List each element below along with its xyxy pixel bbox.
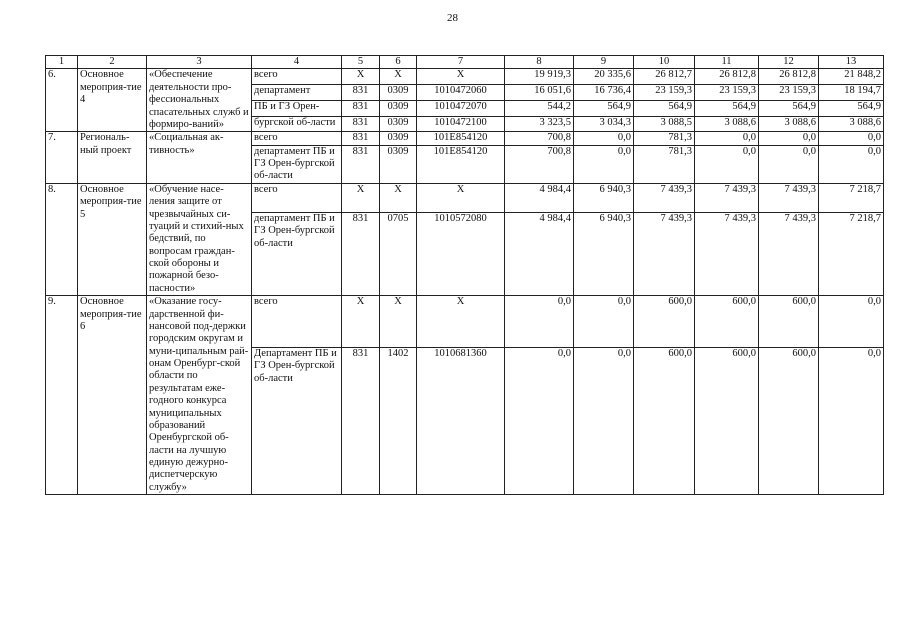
column-number-row [46, 56, 884, 69]
grbs-code-cell: X [342, 296, 380, 348]
amount-cell: 564,9 [695, 100, 759, 116]
amount-cell: 600,0 [695, 296, 759, 348]
target-code-cell: 1010572080 [417, 212, 505, 295]
amount-cell: 700,8 [505, 132, 574, 145]
section-code-cell: X [380, 296, 417, 348]
amount-cell: 564,9 [634, 100, 695, 116]
row-number-cell: 9. [46, 296, 78, 495]
table-row [46, 132, 884, 145]
amount-cell: 7 439,3 [634, 212, 695, 295]
column-header: 3 [147, 56, 252, 69]
amount-cell: 564,9 [759, 100, 819, 116]
table-row [46, 296, 884, 348]
event-type-cell: Основное мероприя-тие 5 [78, 183, 147, 295]
target-code-cell: 1010472060 [417, 85, 505, 101]
executor-cell: ПБ и ГЗ Орен- [252, 100, 342, 116]
event-name-cell: «Обучение насе-ления защите от чрезвычайных си-туаций и стихий-ных бедствий, по вопросам граждан-ской обороны и пожарной безо-пасности» [147, 183, 252, 295]
amount-cell: 600,0 [759, 347, 819, 494]
amount-cell: 7 439,3 [634, 183, 695, 212]
page-number: 28 [447, 12, 458, 24]
column-header: 6 [380, 56, 417, 69]
grbs-code-cell: 831 [342, 116, 380, 132]
amount-cell: 0,0 [574, 296, 634, 348]
section-code-cell: 0309 [380, 85, 417, 101]
event-type-cell: Основное мероприя-тие 6 [78, 296, 147, 495]
amount-cell: 600,0 [759, 296, 819, 348]
amount-cell: 0,0 [505, 296, 574, 348]
target-code-cell: 1010681360 [417, 347, 505, 494]
amount-cell: 20 335,6 [574, 69, 634, 85]
target-code-cell: 1010472070 [417, 100, 505, 116]
executor-cell: Департамент ПБ и ГЗ Орен-бургской об-ласти [252, 347, 342, 494]
target-code-cell: X [417, 183, 505, 212]
amount-cell: 700,8 [505, 145, 574, 183]
section-code-cell: 0309 [380, 132, 417, 145]
grbs-code-cell: X [342, 69, 380, 85]
executor-cell: департамент [252, 85, 342, 101]
column-header: 12 [759, 56, 819, 69]
amount-cell: 564,9 [574, 100, 634, 116]
amount-cell: 0,0 [695, 132, 759, 145]
column-header: 11 [695, 56, 759, 69]
row-number-cell: 8. [46, 183, 78, 295]
column-header: 4 [252, 56, 342, 69]
amount-cell: 7 218,7 [819, 212, 884, 295]
section-code-cell: 1402 [380, 347, 417, 494]
amount-cell: 0,0 [759, 132, 819, 145]
amount-cell: 6 940,3 [574, 212, 634, 295]
amount-cell: 7 439,3 [695, 183, 759, 212]
amount-cell: 3 034,3 [574, 116, 634, 132]
amount-cell: 781,3 [634, 132, 695, 145]
executor-cell: департамент ПБ и ГЗ Орен-бургской об-ласти [252, 212, 342, 295]
amount-cell: 0,0 [574, 132, 634, 145]
grbs-code-cell: 831 [342, 145, 380, 183]
target-code-cell: X [417, 296, 505, 348]
column-header: 9 [574, 56, 634, 69]
column-header: 13 [819, 56, 884, 69]
amount-cell: 7 439,3 [759, 212, 819, 295]
amount-cell: 600,0 [634, 296, 695, 348]
amount-cell: 4 984,4 [505, 183, 574, 212]
grbs-code-cell: 831 [342, 347, 380, 494]
amount-cell: 3 088,6 [695, 116, 759, 132]
amount-cell: 3 088,6 [819, 116, 884, 132]
amount-cell: 19 919,3 [505, 69, 574, 85]
row-number-cell: 7. [46, 132, 78, 184]
amount-cell: 544,2 [505, 100, 574, 116]
amount-cell: 0,0 [574, 347, 634, 494]
grbs-code-cell: 831 [342, 212, 380, 295]
amount-cell: 4 984,4 [505, 212, 574, 295]
amount-cell: 7 439,3 [759, 183, 819, 212]
amount-cell: 0,0 [819, 145, 884, 183]
column-header: 2 [78, 56, 147, 69]
executor-cell: всего [252, 132, 342, 145]
amount-cell: 3 088,5 [634, 116, 695, 132]
amount-cell: 26 812,8 [695, 69, 759, 85]
amount-cell: 0,0 [819, 132, 884, 145]
amount-cell: 781,3 [634, 145, 695, 183]
amount-cell: 0,0 [574, 145, 634, 183]
amount-cell: 600,0 [695, 347, 759, 494]
event-name-cell: «Оказание госу-дарственной фи-нансовой под-держки городским округам и муни-ципальным рай-онам Оренбург-ской области по результатам еже-годного конкурса муниципальных образований Оренбургской об-ласти на лучшую единую дежурно-диспетчерскую службу» [147, 296, 252, 495]
row-number-cell: 6. [46, 69, 78, 132]
section-code-cell: 0309 [380, 100, 417, 116]
amount-cell: 0,0 [695, 145, 759, 183]
executor-cell: департамент ПБ и ГЗ Орен-бургской об-ласти [252, 145, 342, 183]
column-header: 5 [342, 56, 380, 69]
grbs-code-cell: 831 [342, 85, 380, 101]
amount-cell: 7 439,3 [695, 212, 759, 295]
grbs-code-cell: 831 [342, 100, 380, 116]
amount-cell: 6 940,3 [574, 183, 634, 212]
amount-cell: 16 051,6 [505, 85, 574, 101]
grbs-code-cell: 831 [342, 132, 380, 145]
amount-cell: 600,0 [634, 347, 695, 494]
table-row [46, 69, 884, 85]
target-code-cell: 101E854120 [417, 132, 505, 145]
amount-cell: 23 159,3 [695, 85, 759, 101]
grbs-code-cell: X [342, 183, 380, 212]
event-type-cell: Региональ-ный проект [78, 132, 147, 184]
amount-cell: 21 848,2 [819, 69, 884, 85]
amount-cell: 0,0 [819, 296, 884, 348]
column-header: 10 [634, 56, 695, 69]
amount-cell: 18 194,7 [819, 85, 884, 101]
amount-cell: 564,9 [819, 100, 884, 116]
executor-cell: всего [252, 69, 342, 85]
amount-cell: 3 323,5 [505, 116, 574, 132]
table-row [46, 183, 884, 212]
amount-cell: 0,0 [759, 145, 819, 183]
target-code-cell: X [417, 69, 505, 85]
section-code-cell: X [380, 69, 417, 85]
event-type-cell: Основное мероприя-тие 4 [78, 69, 147, 132]
amount-cell: 23 159,3 [634, 85, 695, 101]
target-code-cell: 101E854120 [417, 145, 505, 183]
budget-table [45, 55, 884, 495]
amount-cell: 23 159,3 [759, 85, 819, 101]
column-header: 1 [46, 56, 78, 69]
event-name-cell: «Социальная ак-тивность» [147, 132, 252, 184]
section-code-cell: X [380, 183, 417, 212]
amount-cell: 26 812,8 [759, 69, 819, 85]
amount-cell: 26 812,7 [634, 69, 695, 85]
executor-cell: всего [252, 296, 342, 348]
amount-cell: 7 218,7 [819, 183, 884, 212]
section-code-cell: 0309 [380, 145, 417, 183]
amount-cell: 0,0 [505, 347, 574, 494]
amount-cell: 16 736,4 [574, 85, 634, 101]
column-header: 8 [505, 56, 574, 69]
column-header: 7 [417, 56, 505, 69]
section-code-cell: 0309 [380, 116, 417, 132]
amount-cell: 0,0 [819, 347, 884, 494]
event-name-cell: «Обеспечение деятельности про-фессиональных спасательных служб и формиро-ваний» [147, 69, 252, 132]
executor-cell: бургской об-ласти [252, 116, 342, 132]
executor-cell: всего [252, 183, 342, 212]
section-code-cell: 0705 [380, 212, 417, 295]
amount-cell: 3 088,6 [759, 116, 819, 132]
target-code-cell: 1010472100 [417, 116, 505, 132]
